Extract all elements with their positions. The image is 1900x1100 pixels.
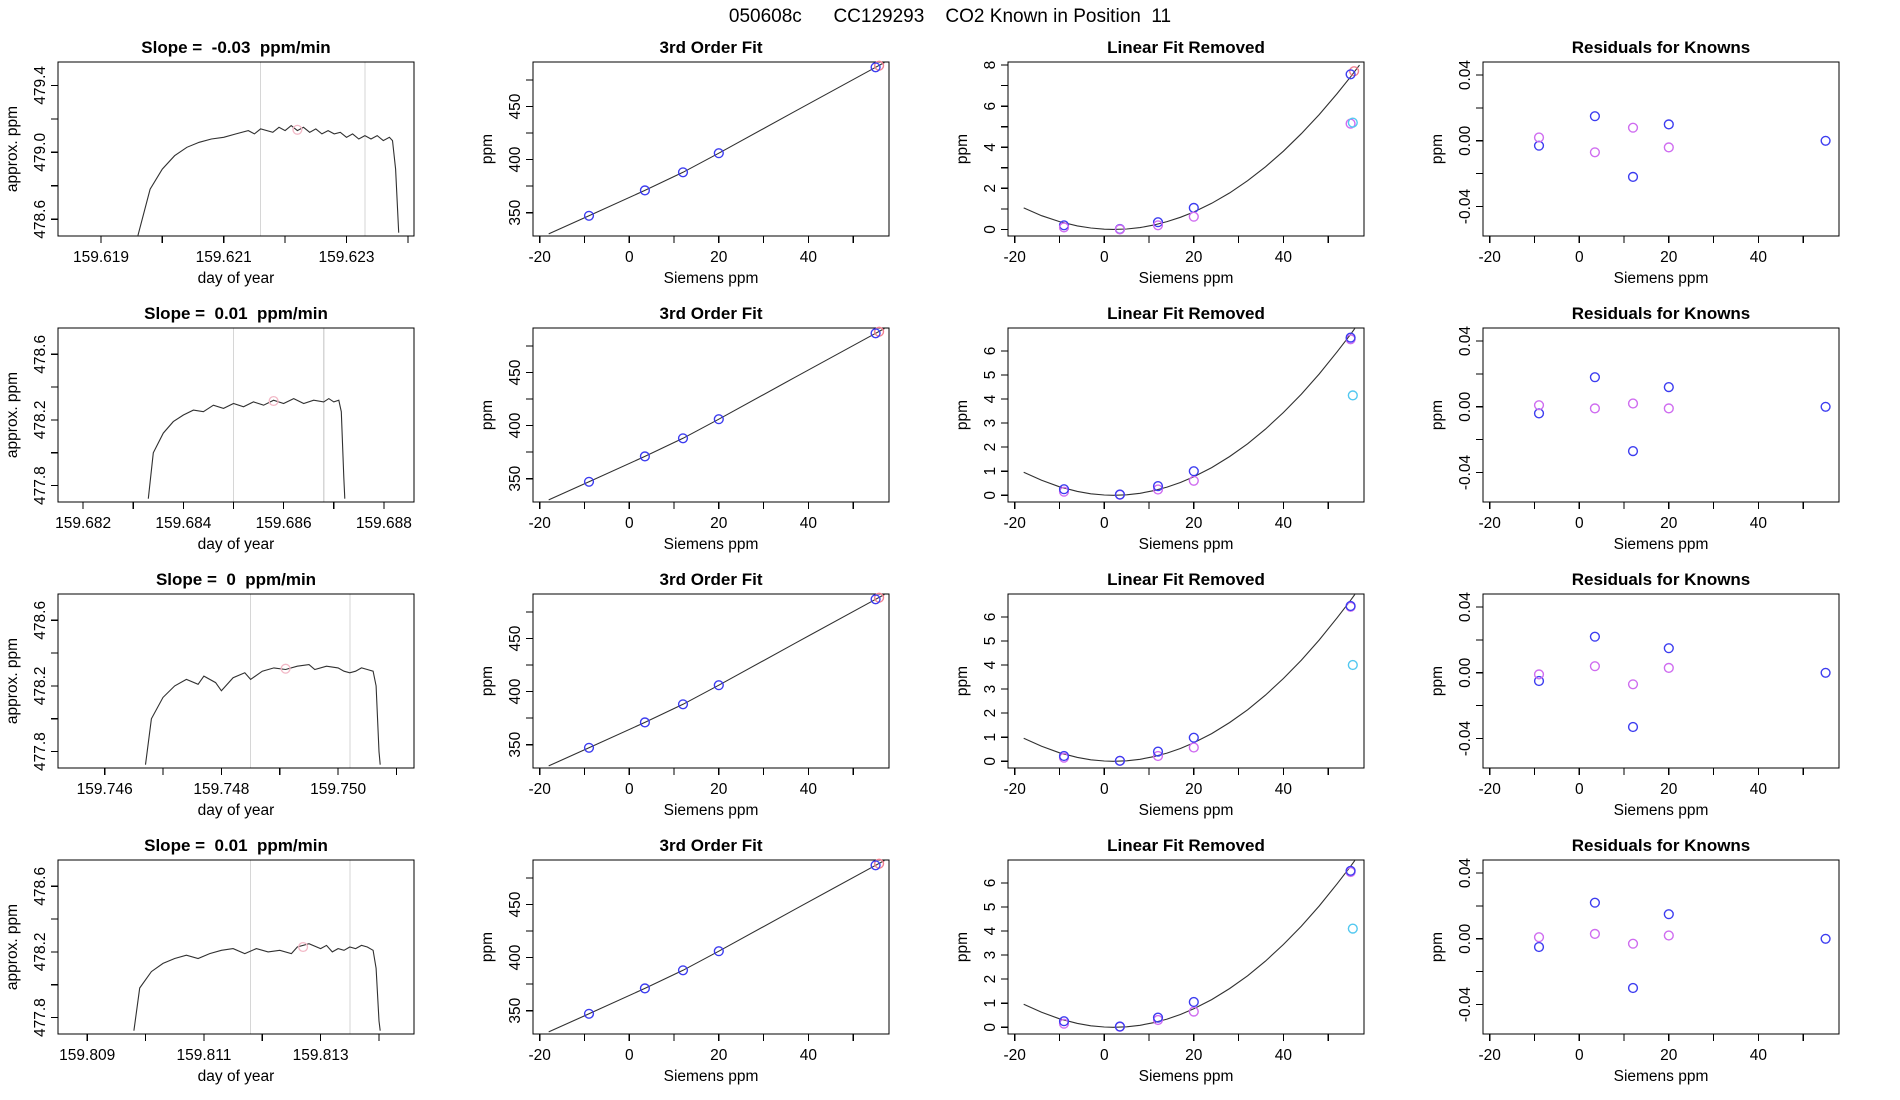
y-tick-label: 350 (507, 199, 524, 226)
x-tick-label: 0 (1574, 781, 1584, 798)
plot-cell-r3-3rd-order-fit (475, 564, 950, 830)
knowns-detrended-point (1189, 733, 1198, 742)
residuals-blue-point (1629, 173, 1638, 182)
y-tick-label: 0 (982, 490, 999, 500)
residuals-orchid-point (1535, 401, 1544, 410)
plot-box (1008, 860, 1364, 1034)
x-tick-label: 20 (1660, 515, 1678, 532)
y-axis-label: ppm (954, 399, 971, 431)
residuals-blue-point (1629, 447, 1638, 456)
r2-residuals-svg (1425, 298, 1900, 564)
x-tick-label: 0 (624, 781, 634, 798)
plot-box (1483, 860, 1839, 1034)
residuals-blue-point (1664, 120, 1673, 129)
y-axis-label: ppm (479, 665, 496, 697)
plot-cell-r1-3rd-order-fit (475, 32, 950, 298)
plot-title: Slope = 0 ppm/min (155, 570, 317, 589)
residuals-blue-point (1591, 898, 1600, 907)
x-tick-label: 40 (799, 781, 818, 798)
x-tick-label: -20 (1478, 515, 1501, 532)
x-tick-label: 0 (1099, 1047, 1109, 1064)
y-tick-label: 0.04 (1457, 592, 1474, 623)
residuals-orchid-point (1629, 680, 1638, 689)
x-tick-label: -20 (528, 1047, 551, 1064)
y-tick-label: 8 (982, 60, 999, 70)
y-axis-label: ppm (954, 931, 971, 963)
r1-linear-fit-removed-svg (950, 32, 1425, 298)
residuals-orchid-point (1664, 404, 1673, 413)
plot-box (1483, 594, 1839, 768)
knowns-detrended-alt-point (1189, 212, 1198, 221)
y-tick-label: 3 (982, 950, 999, 960)
y-tick-label: 0 (982, 756, 999, 766)
plot-cell-r2-3rd-order-fit (475, 298, 950, 564)
x-tick-label: 159.619 (72, 249, 130, 266)
y-tick-label: 450 (507, 93, 524, 120)
plot-title: Residuals for Knowns (1571, 38, 1751, 57)
x-axis-label: day of year (197, 1068, 275, 1085)
r3-linear-fit-removed-svg (950, 564, 1425, 830)
y-tick-label: 3 (982, 684, 999, 694)
x-axis-label: Siemens ppm (663, 536, 759, 553)
residuals-orchid-point (1591, 148, 1600, 157)
x-tick-label: 159.621 (195, 249, 252, 266)
residuals-orchid-point (1535, 133, 1544, 142)
x-tick-label: 159.809 (59, 1047, 116, 1064)
y-tick-label: 400 (507, 678, 524, 705)
plot-title: Residuals for Knowns (1571, 836, 1751, 855)
y-tick-label: 0.00 (1457, 125, 1474, 156)
x-tick-label: 159.684 (155, 515, 212, 532)
x-axis-label: Siemens ppm (1138, 1068, 1234, 1085)
plot-cell-r1-linear-fit-removed (950, 32, 1425, 298)
y-tick-label: 350 (507, 465, 524, 492)
y-tick-label: 1 (982, 466, 999, 476)
x-axis-label: Siemens ppm (1138, 536, 1234, 553)
x-tick-label: 0 (1574, 1047, 1584, 1064)
y-tick-label: 1 (982, 998, 999, 1008)
y-tick-label: 3 (982, 418, 999, 428)
plot-box (533, 328, 889, 502)
plot-box (533, 594, 889, 768)
x-tick-label: -20 (528, 249, 551, 266)
r3-residuals-svg (1425, 564, 1900, 830)
x-tick-label: -20 (528, 515, 551, 532)
fit-curve (1024, 854, 1360, 1027)
x-tick-label: -20 (1478, 249, 1501, 266)
y-tick-label: 400 (507, 146, 524, 173)
residuals-blue-point (1821, 402, 1830, 411)
residuals-blue-point (1591, 632, 1600, 641)
x-axis-label: Siemens ppm (1138, 270, 1234, 287)
x-tick-label: 20 (710, 1047, 728, 1064)
y-tick-label: 479.4 (32, 66, 49, 105)
residuals-orchid-point (1591, 662, 1600, 671)
y-axis-label: ppm (479, 399, 496, 431)
y-axis-label: approx. ppm (4, 371, 21, 459)
r1-3rd-order-fit-svg (475, 32, 950, 298)
y-tick-label: 0.04 (1457, 858, 1474, 889)
r1-residuals-svg (1425, 32, 1900, 298)
x-tick-label: -20 (1003, 515, 1026, 532)
x-tick-label: -20 (528, 781, 551, 798)
y-tick-label: 6 (982, 612, 999, 622)
plot-box (533, 62, 889, 236)
x-tick-label: 40 (1274, 781, 1293, 798)
plot-cell-r2-residuals (1425, 298, 1900, 564)
residuals-blue-point (1821, 668, 1830, 677)
r4-3rd-order-fit-svg (475, 830, 950, 1096)
residuals-blue-point (1821, 934, 1830, 943)
x-tick-label: 159.623 (318, 249, 375, 266)
y-tick-label: 477.8 (32, 466, 49, 505)
y-axis-label: approx. ppm (4, 637, 21, 725)
x-axis-label: Siemens ppm (1613, 1068, 1709, 1085)
signal-trace (148, 399, 344, 499)
knowns-detrended-point (1189, 467, 1198, 476)
y-tick-label: 0.04 (1457, 60, 1474, 91)
residuals-blue-point (1535, 141, 1544, 150)
x-tick-label: 0 (624, 1047, 634, 1064)
y-tick-label: 4 (982, 394, 999, 404)
x-tick-label: 20 (1185, 249, 1203, 266)
plot-box (58, 860, 414, 1034)
plot-box (58, 62, 414, 236)
y-tick-label: -0.04 (1457, 720, 1474, 757)
x-tick-label: 159.813 (292, 1047, 349, 1064)
residuals-blue-point (1591, 373, 1600, 382)
flagged-sample-point (299, 943, 308, 952)
x-tick-label: 20 (1185, 781, 1203, 798)
x-axis-label: Siemens ppm (1613, 802, 1709, 819)
y-tick-label: 0 (982, 225, 999, 234)
residuals-blue-point (1664, 644, 1673, 653)
plot-title: Linear Fit Removed (1107, 836, 1265, 855)
x-tick-label: 20 (1660, 781, 1678, 798)
y-tick-label: 4 (982, 142, 999, 152)
x-tick-label: 20 (710, 515, 728, 532)
plot-cell-r2-linear-fit-removed (950, 298, 1425, 564)
knowns-detrended-point (1189, 204, 1198, 213)
y-tick-label: 450 (507, 359, 524, 386)
residuals-blue-point (1664, 383, 1673, 392)
y-tick-label: 479.0 (32, 132, 49, 172)
x-axis-label: Siemens ppm (663, 802, 759, 819)
x-tick-label: 0 (1099, 515, 1109, 532)
r2-timeseries-svg (0, 298, 475, 564)
signal-trace (134, 944, 380, 1031)
r4-linear-fit-removed-svg (950, 830, 1425, 1096)
x-tick-label: 20 (1660, 249, 1678, 266)
signal-trace (146, 665, 381, 765)
plot-cell-r1-timeseries (0, 32, 475, 298)
y-tick-label: 2 (982, 442, 999, 452)
plot-box (1008, 594, 1364, 768)
r4-residuals-svg (1425, 830, 1900, 1096)
residuals-blue-point (1535, 943, 1544, 952)
y-tick-label: 6 (982, 878, 999, 888)
r1-timeseries-svg (0, 32, 475, 298)
x-axis-label: Siemens ppm (1613, 536, 1709, 553)
x-tick-label: 40 (1274, 515, 1293, 532)
x-tick-label: 159.682 (55, 515, 112, 532)
plot-box (58, 594, 414, 768)
y-tick-label: 450 (507, 625, 524, 652)
plot-cell-r4-3rd-order-fit (475, 830, 950, 1096)
y-tick-label: 400 (507, 944, 524, 971)
y-tick-label: 478.6 (32, 334, 49, 374)
y-tick-label: 350 (507, 997, 524, 1024)
plot-box (1008, 328, 1364, 502)
x-tick-label: -20 (1003, 1047, 1026, 1064)
y-axis-label: ppm (954, 665, 971, 697)
residuals-blue-point (1821, 136, 1830, 145)
x-axis-label: Siemens ppm (663, 1068, 759, 1085)
y-tick-label: -0.04 (1457, 454, 1474, 491)
knowns-detrended-alt-point (1189, 476, 1198, 485)
x-tick-label: 0 (1574, 249, 1584, 266)
x-tick-label: -20 (1478, 1047, 1501, 1064)
x-tick-label: 0 (1574, 515, 1584, 532)
plot-box (1008, 62, 1364, 236)
residuals-orchid-point (1629, 939, 1638, 948)
fit-curve (549, 861, 885, 1032)
r3-timeseries-svg (0, 564, 475, 830)
x-tick-label: 40 (1749, 515, 1768, 532)
residuals-orchid-point (1664, 931, 1673, 940)
x-tick-label: -20 (1478, 781, 1501, 798)
r2-linear-fit-removed-svg (950, 298, 1425, 564)
plot-title: 3rd Order Fit (659, 836, 763, 855)
x-tick-label: 159.748 (193, 781, 250, 798)
fit-curve (1024, 322, 1360, 495)
y-tick-label: 0 (982, 1022, 999, 1032)
x-tick-label: 40 (1749, 781, 1768, 798)
plot-cell-r4-linear-fit-removed (950, 830, 1425, 1096)
y-axis-label: ppm (479, 133, 496, 165)
y-tick-label: 1 (982, 732, 999, 742)
x-tick-label: 40 (799, 1047, 818, 1064)
y-axis-label: ppm (1429, 399, 1446, 431)
y-axis-label: ppm (954, 133, 971, 165)
plot-title: Linear Fit Removed (1107, 304, 1265, 323)
x-tick-label: 159.688 (355, 515, 412, 532)
fit-curve (549, 595, 885, 766)
y-tick-label: 0.04 (1457, 326, 1474, 357)
x-tick-label: 0 (1099, 249, 1109, 266)
knowns-detrended-point (1189, 998, 1198, 1007)
plot-title: 3rd Order Fit (659, 570, 763, 589)
residuals-blue-point (1664, 910, 1673, 919)
residuals-orchid-point (1535, 933, 1544, 942)
plot-cell-r3-linear-fit-removed (950, 564, 1425, 830)
x-tick-label: 0 (1099, 781, 1109, 798)
plot-title: 3rd Order Fit (659, 38, 763, 57)
x-axis-label: day of year (197, 270, 275, 287)
residuals-orchid-point (1591, 930, 1600, 939)
y-tick-label: 450 (507, 891, 524, 918)
x-tick-label: 40 (1274, 249, 1293, 266)
y-tick-label: 400 (507, 412, 524, 439)
y-tick-label: 2 (982, 183, 999, 193)
x-tick-label: 40 (1749, 1047, 1768, 1064)
residuals-orchid-point (1664, 143, 1673, 152)
x-tick-label: 20 (1185, 515, 1203, 532)
unknown-sample-point (1348, 391, 1357, 400)
x-tick-label: 159.750 (310, 781, 367, 798)
unknown-sample-point (1348, 661, 1357, 670)
y-axis-label: ppm (1429, 665, 1446, 697)
plot-title: Residuals for Knowns (1571, 304, 1751, 323)
r2-3rd-order-fit-svg (475, 298, 950, 564)
x-tick-label: -20 (1003, 249, 1026, 266)
x-tick-label: 159.811 (176, 1047, 232, 1064)
y-axis-label: ppm (1429, 133, 1446, 165)
plot-cell-r4-timeseries (0, 830, 475, 1096)
y-tick-label: 5 (982, 902, 999, 912)
x-tick-label: 20 (1185, 1047, 1203, 1064)
y-tick-label: 6 (982, 101, 999, 111)
residuals-orchid-point (1629, 123, 1638, 132)
x-tick-label: -20 (1003, 781, 1026, 798)
y-tick-label: 5 (982, 370, 999, 380)
y-tick-label: 0.00 (1457, 657, 1474, 688)
residuals-blue-point (1535, 409, 1544, 418)
x-tick-label: 40 (1749, 249, 1768, 266)
y-tick-label: 6 (982, 346, 999, 356)
y-tick-label: -0.04 (1457, 188, 1474, 225)
x-tick-label: 159.746 (76, 781, 133, 798)
residuals-orchid-point (1535, 670, 1544, 679)
y-tick-label: 2 (982, 708, 999, 718)
y-tick-label: 477.8 (32, 998, 49, 1037)
residuals-blue-point (1591, 112, 1600, 121)
r3-3rd-order-fit-svg (475, 564, 950, 830)
y-tick-label: 478.2 (32, 666, 49, 706)
residuals-orchid-point (1591, 404, 1600, 413)
x-tick-label: 20 (710, 781, 728, 798)
y-tick-label: 5 (982, 636, 999, 646)
residuals-orchid-point (1629, 399, 1638, 408)
plot-box (533, 860, 889, 1034)
y-tick-label: 478.6 (32, 199, 49, 239)
plot-cell-r4-residuals (1425, 830, 1900, 1096)
plot-cell-r1-residuals (1425, 32, 1900, 298)
y-tick-label: 4 (982, 926, 999, 936)
plot-title: Linear Fit Removed (1107, 570, 1265, 589)
fit-curve (549, 329, 885, 500)
x-tick-label: 40 (799, 249, 818, 266)
x-tick-label: 40 (1274, 1047, 1293, 1064)
fit-curve (1024, 588, 1360, 761)
y-tick-label: 477.8 (32, 732, 49, 771)
r4-timeseries-svg (0, 830, 475, 1096)
residuals-blue-point (1629, 984, 1638, 993)
x-axis-label: day of year (197, 536, 275, 553)
signal-trace (138, 126, 399, 236)
flagged-sample-point (293, 125, 302, 134)
y-tick-label: -0.04 (1457, 986, 1474, 1023)
plot-cell-r3-residuals (1425, 564, 1900, 830)
y-tick-label: 0.00 (1457, 391, 1474, 422)
y-axis-label: ppm (479, 931, 496, 963)
y-axis-label: approx. ppm (4, 903, 21, 991)
fit-curve (549, 63, 885, 234)
plot-title: Slope = 0.01 ppm/min (144, 836, 328, 855)
plot-title: Residuals for Knowns (1571, 570, 1751, 589)
plot-box (58, 328, 414, 502)
x-axis-label: Siemens ppm (663, 270, 759, 287)
plot-cell-r2-timeseries (0, 298, 475, 564)
x-tick-label: 20 (710, 249, 728, 266)
y-tick-label: 0.00 (1457, 923, 1474, 954)
plot-title: Slope = 0.01 ppm/min (144, 304, 328, 323)
residuals-orchid-point (1664, 664, 1673, 673)
knowns-detrended-alt-point (1189, 743, 1198, 752)
x-axis-label: Siemens ppm (1138, 802, 1234, 819)
x-tick-label: 20 (1660, 1047, 1678, 1064)
y-tick-label: 4 (982, 660, 999, 670)
plot-title: Linear Fit Removed (1107, 38, 1265, 57)
plot-box (1483, 328, 1839, 502)
x-tick-label: 0 (624, 515, 634, 532)
y-tick-label: 350 (507, 731, 524, 758)
y-tick-label: 2 (982, 974, 999, 984)
x-axis-label: day of year (197, 802, 275, 819)
y-axis-label: ppm (1429, 931, 1446, 963)
x-axis-label: Siemens ppm (1613, 270, 1709, 287)
x-tick-label: 159.686 (255, 515, 312, 532)
plot-cell-r3-timeseries (0, 564, 475, 830)
plot-title: 3rd Order Fit (659, 304, 763, 323)
residuals-blue-point (1629, 723, 1638, 732)
unknown-sample-point (1348, 924, 1357, 933)
page-title: 050608c CC129293 CO2 Known in Position 11 (728, 6, 1172, 27)
y-tick-label: 478.6 (32, 600, 49, 640)
y-tick-label: 478.2 (32, 400, 49, 440)
plot-title: Slope = -0.03 ppm/min (141, 38, 331, 57)
y-tick-label: 478.2 (32, 932, 49, 972)
y-axis-label: approx. ppm (4, 105, 21, 193)
x-tick-label: 40 (799, 515, 818, 532)
x-tick-label: 0 (624, 249, 634, 266)
plot-grid (0, 32, 1900, 1096)
y-tick-label: 478.6 (32, 866, 49, 906)
